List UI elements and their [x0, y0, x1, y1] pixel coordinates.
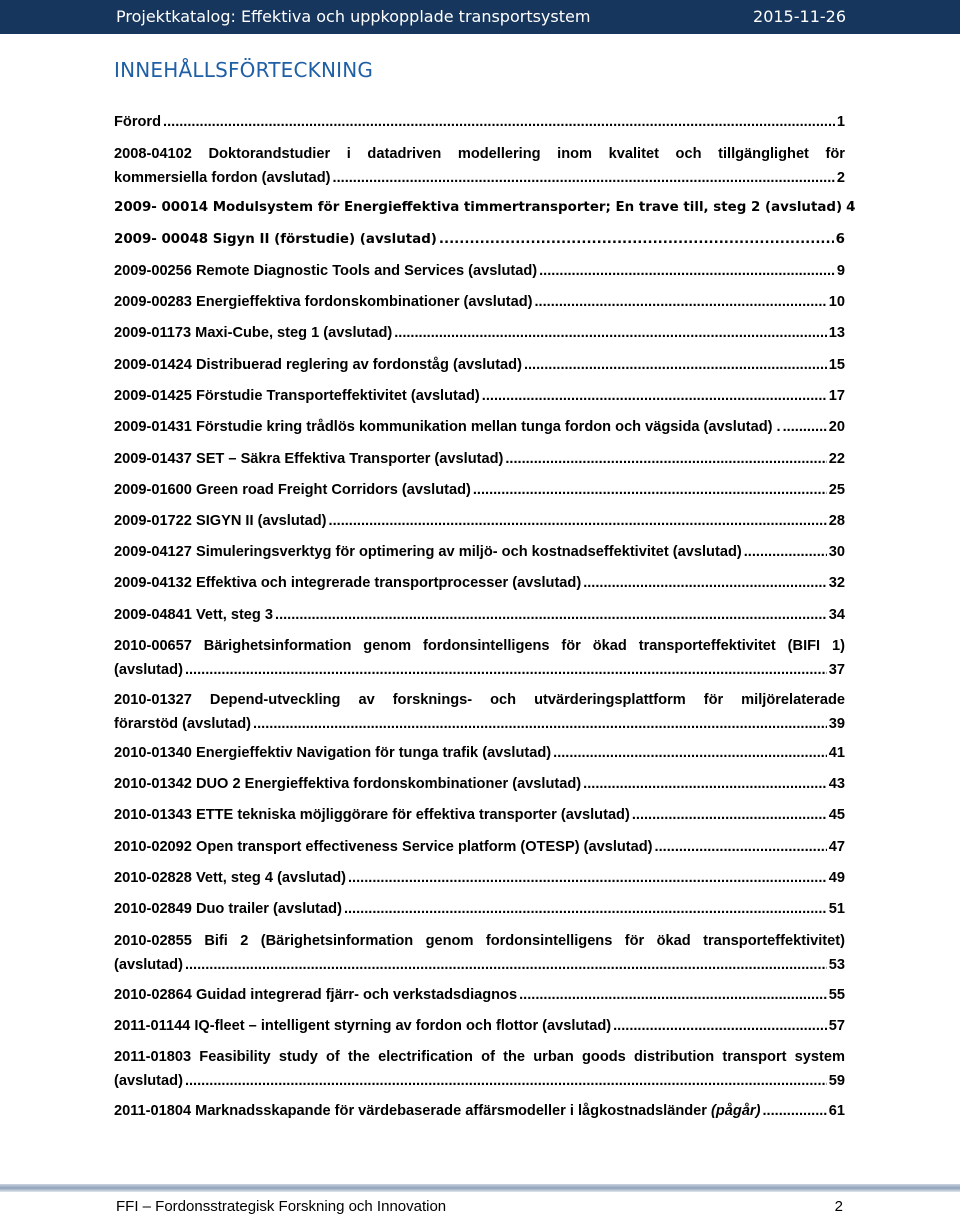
toc-leader-dots [439, 228, 834, 252]
toc-entry-title: 2009-01600 Green road Freight Corridors (avslutad) [114, 482, 471, 498]
toc-entry-title: 2010-02828 Vett, steg 4 (avslutad) [114, 870, 346, 886]
toc-page-number: 10 [828, 294, 845, 310]
toc-entry-title: 2009- 00048 Sigyn II (förstudie) (avslutad) [114, 232, 437, 247]
toc-entry[interactable] [114, 835, 845, 859]
toc-leader-dots [583, 772, 827, 796]
toc-entry[interactable] [114, 1099, 845, 1123]
toc-entry[interactable] [114, 741, 845, 765]
toc-entry-line [114, 658, 845, 682]
toc-leader-dots [583, 571, 827, 595]
toc-page-number: 55 [828, 987, 845, 1003]
toc-entry-title-line: 2010-01327 Depend-utveckling av forsknings- och utvärderingsplattform för miljörelaterade [114, 692, 845, 708]
toc-leader-dots [482, 384, 827, 408]
toc-leader-dots [524, 353, 827, 377]
toc-leader-dots [505, 447, 826, 471]
toc-page-number: 30 [828, 544, 845, 560]
toc-page-number: 9 [836, 263, 845, 279]
toc-entry[interactable] [114, 983, 845, 1007]
toc-page-number: 20 [828, 419, 845, 435]
toc-entry[interactable] [114, 447, 845, 471]
toc-entry[interactable] [114, 228, 845, 252]
toc-entry-title: 2009-00256 Remote Diagnostic Tools and Services (avslutad) [114, 263, 538, 279]
toc-entry[interactable] [114, 929, 845, 977]
toc-entry-title: 2011-01144 IQ-fleet – intelligent styrning av fordon och flottor (avslutad) [114, 1018, 612, 1034]
toc-entry-title: 2009-01173 Maxi-Cube, steg 1 (avslutad) [114, 325, 393, 341]
toc-entry[interactable] [114, 509, 845, 533]
toc-leader-dots [329, 509, 827, 533]
toc-page-number: 17 [828, 388, 845, 404]
toc-entry-line [114, 166, 845, 190]
toc-page-number: 15 [828, 357, 845, 373]
toc-leader-dots [185, 1069, 827, 1093]
toc-page-number: 22 [828, 451, 845, 467]
toc-entry-line [114, 478, 845, 502]
toc-page-number: 1 [836, 114, 845, 130]
toc-entry-title: 2009-01431 Förstudie kring trådlös kommunikation mellan tunga fordon och vägsida (avslutad) . [114, 419, 781, 435]
toc-entry-line [114, 228, 845, 252]
toc-entry-title: 2009-04841 Vett, steg 3 [114, 607, 274, 623]
toc-entry-line [114, 540, 845, 564]
toc-entry[interactable] [114, 259, 845, 283]
toc-entry-title: 2011-01804 Marknadsskapande för värdebaserade affärsmodeller i lågkostnadsländer (pågår) [114, 1103, 761, 1119]
toc-leader-dots [613, 1014, 827, 1038]
toc-entry[interactable] [114, 110, 845, 134]
toc-entry-title: 2009-00283 Energieffektiva fordonskombinationer (avslutad) [114, 294, 533, 310]
toc-leader-dots [519, 983, 827, 1007]
toc-entry-line [114, 196, 856, 220]
toc-entry-title-line: 2010-02855 Bifi 2 (Bärighetsinformation genom fordonsintelligens för ökad transporteffektivitet) [114, 933, 845, 949]
toc-page-number: 49 [828, 870, 845, 886]
toc-entry-title: 2009-01424 Distribuerad reglering av fordonståg (avslutad) [114, 357, 522, 373]
toc-entry-title-line: 2011-01803 Feasibility study of the electrification of the urban goods distribution transport system [114, 1049, 845, 1065]
toc-entry[interactable] [114, 772, 845, 796]
toc-entry-title-line: 2008-04102 Doktorandstudier i datadriven modellering inom kvalitet och tillgänglighet för [114, 146, 845, 162]
toc-entry-title: 2010-01342 DUO 2 Energieffektiva fordonskombinationer (avslutad) [114, 776, 582, 792]
footer-text: FFI – Fordonsstrategisk Forskning och Innovation [116, 1198, 447, 1215]
page-header [0, 0, 960, 34]
toc-entry-line [114, 712, 845, 736]
toc-entry[interactable] [114, 603, 845, 627]
toc-leader-dots [185, 953, 827, 977]
toc-leader-dots [762, 1099, 826, 1123]
toc-entry[interactable] [114, 384, 845, 408]
toc-entry-line [114, 1014, 845, 1038]
toc-page-number: 13 [828, 325, 845, 341]
toc-page-number: 2 [836, 170, 845, 186]
toc-entry-line [114, 1069, 845, 1093]
toc-leader-dots [535, 290, 827, 314]
toc-page-number: 37 [828, 662, 845, 678]
toc-leader-dots [783, 415, 827, 439]
header-title: Projektkatalog: Effektiva och uppkopplade transportsystem [116, 7, 591, 26]
toc-entry-line [114, 803, 845, 827]
toc-leader-dots [473, 478, 827, 502]
toc-entry-line [114, 835, 845, 859]
toc-page-number: 57 [828, 1018, 845, 1034]
toc-leader-dots [744, 540, 827, 564]
toc-entry-line [114, 571, 845, 595]
toc-page-number: 39 [828, 716, 845, 732]
toc-entry-line [114, 259, 845, 283]
toc-page-number: 45 [828, 807, 845, 823]
toc-entry-title: (avslutad) [114, 662, 183, 678]
toc-page-number: 28 [828, 513, 845, 529]
toc-page-number: 59 [828, 1073, 845, 1089]
toc-entry[interactable] [114, 634, 845, 682]
toc-entry[interactable] [114, 478, 845, 502]
toc-entry-title: 2009-01425 Förstudie Transporteffektivitet (avslutad) [114, 388, 480, 404]
toc-entry-title-line: 2010-00657 Bärighetsinformation genom fordonsintelligens för ökad transporteffektivitet (BIFI 1) [114, 638, 845, 654]
toc-entry-line [114, 353, 845, 377]
toc-entry[interactable] [114, 1045, 845, 1093]
toc-entry[interactable] [114, 142, 845, 190]
toc-page-number: 47 [828, 839, 845, 855]
toc-leader-dots [163, 110, 835, 134]
toc-entry[interactable] [114, 321, 845, 345]
toc-entry-title: 2009-01722 SIGYN II (avslutad) [114, 513, 327, 529]
toc-entry-line [114, 897, 845, 921]
toc-entry-line [114, 290, 845, 314]
toc-entry[interactable] [114, 1014, 845, 1038]
toc-leader-dots [553, 741, 827, 765]
toc-page-number: 6 [835, 232, 845, 247]
toc-entry-line [114, 953, 845, 977]
toc-leader-dots [185, 658, 827, 682]
toc-page-number: 53 [828, 957, 845, 973]
toc-entry-line [114, 866, 845, 890]
toc-entry-title: 2010-01340 Energieffektiv Navigation för tunga trafik (avslutad) [114, 745, 552, 761]
toc-page-number: 43 [828, 776, 845, 792]
toc-entry-title: Förord [114, 114, 162, 130]
toc-page-number: 32 [828, 575, 845, 591]
toc-entry-title: 2009- 00014 Modulsystem för Energieffektiva timmertransporter; En trave till, steg 2 (avslutad) [114, 200, 843, 215]
toc-entry-title: 2010-01343 ETTE tekniska möjliggörare för effektiva transporter (avslutad) [114, 807, 630, 823]
toc-entry[interactable] [114, 688, 845, 736]
toc-leader-dots [632, 803, 827, 827]
toc-entry[interactable] [114, 540, 845, 564]
toc-entry-line [114, 509, 845, 533]
toc-leader-dots [655, 835, 827, 859]
toc-leader-dots [253, 712, 827, 736]
toc-page-number: 4 [846, 200, 856, 215]
toc-page-number: 61 [828, 1103, 845, 1119]
toc-entry[interactable] [114, 196, 856, 220]
footer-rule [0, 1184, 960, 1192]
toc-entry[interactable] [114, 897, 845, 921]
toc-entry-title: kommersiella fordon (avslutad) [114, 170, 331, 186]
toc-entry-title: förarstöd (avslutad) [114, 716, 252, 732]
toc-entry[interactable] [114, 290, 845, 314]
toc-entry-line [114, 741, 845, 765]
toc-entry-title: 2009-01437 SET – Säkra Effektiva Transporter (avslutad) [114, 451, 504, 467]
toc-entry-line [114, 110, 845, 134]
toc-leader-dots [344, 897, 827, 921]
toc-entry-line [114, 603, 845, 627]
header-date: 2015-11-26 [753, 7, 846, 26]
toc-entry-line [114, 772, 845, 796]
footer-page-number: 2 [834, 1198, 843, 1215]
toc-leader-dots [348, 866, 827, 890]
toc-entry-title: (avslutad) [114, 957, 183, 973]
toc-entry-line [114, 1099, 845, 1123]
toc-entry-title: 2009-04127 Simuleringsverktyg för optimering av miljö- och kostnadseffektivitet (avslutad) [114, 544, 742, 560]
toc-entry[interactable] [114, 571, 845, 595]
toc-entry[interactable] [114, 803, 845, 827]
toc-page-number: 51 [828, 901, 845, 917]
toc-entry-line [114, 983, 845, 1007]
toc-entry-title: 2010-02092 Open transport effectiveness Service platform (OTESP) (avslutad) [114, 839, 653, 855]
toc-leader-dots [275, 603, 827, 627]
toc-leader-dots [333, 166, 835, 190]
toc-entry-line [114, 321, 845, 345]
toc-entry[interactable] [114, 866, 845, 890]
toc-entry-title: 2010-02849 Duo trailer (avslutad) [114, 901, 342, 917]
toc-entry-title: (avslutad) [114, 1073, 183, 1089]
toc-entry-line [114, 415, 845, 439]
toc-entry[interactable] [114, 415, 845, 439]
toc-entry-status: (pågår) [711, 1103, 761, 1119]
toc-heading: INNEHÅLLSFÖRTECKNING [114, 58, 374, 82]
toc-entry-line [114, 384, 845, 408]
toc-page-number: 25 [828, 482, 845, 498]
toc-page-number: 34 [828, 607, 845, 623]
toc-entry-line [114, 447, 845, 471]
toc-leader-dots [539, 259, 835, 283]
toc-entry[interactable] [114, 353, 845, 377]
toc-entry-title: 2010-02864 Guidad integrerad fjärr- och verkstadsdiagnos [114, 987, 518, 1003]
toc-entry-title: 2009-04132 Effektiva och integrerade transportprocesser (avslutad) [114, 575, 582, 591]
toc-page-number: 41 [828, 745, 845, 761]
toc-leader-dots [394, 321, 827, 345]
